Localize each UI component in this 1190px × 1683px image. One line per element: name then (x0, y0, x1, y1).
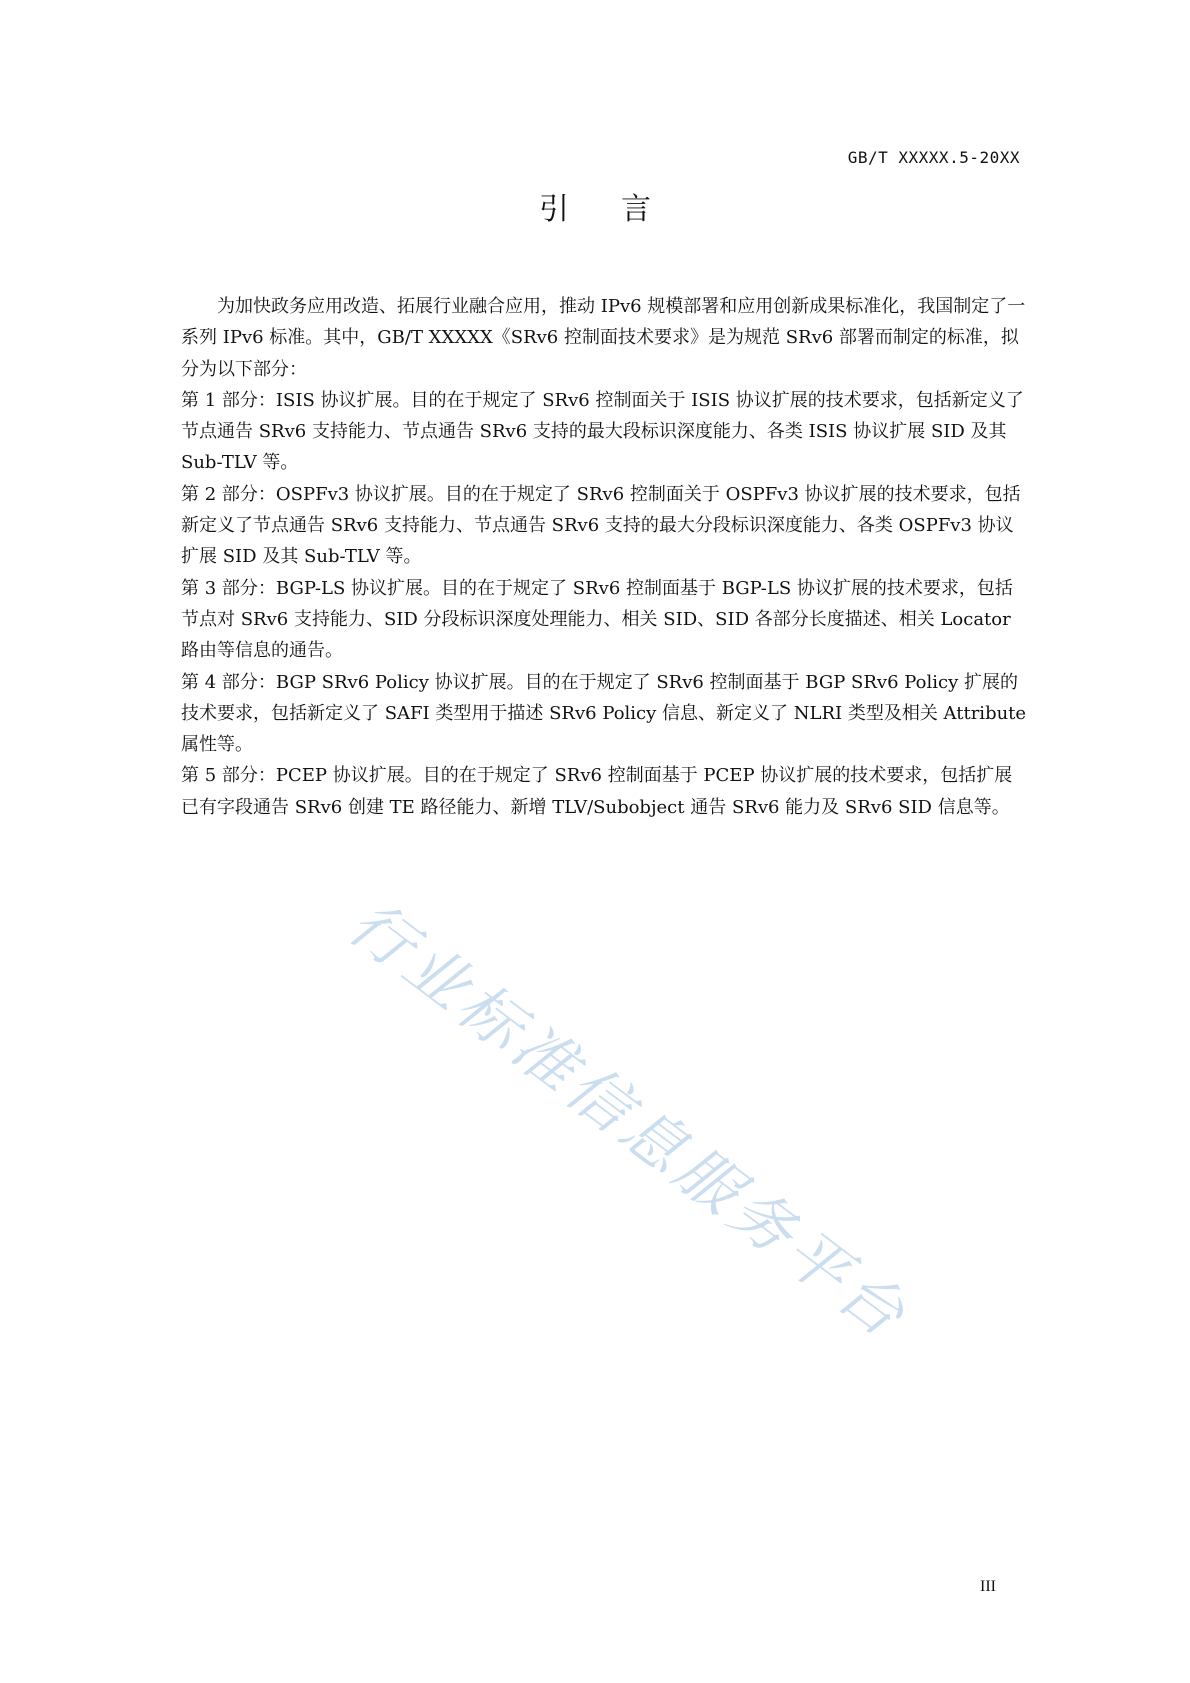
part-1-paragraph: 第 1 部分：ISIS 协议扩展。目的在于规定了 SRv6 控制面关于 ISIS 协议扩展的技术要求，包括新定义了节点通告 SRv6 支持能力、节点通告 SRv6 支持的最大段标识深度能力、各类 ISIS 协议扩展 SID 及其 Sub-TLV 等。 (181, 389, 1024, 474)
watermark-text: 行业标准信息服务平台 (335, 886, 923, 1354)
part-3-paragraph: 第 3 部分：BGP-LS 协议扩展。目的在于规定了 SRv6 控制面基于 BGP-LS 协议扩展的技术要求，包括节点对 SRv6 支持能力、SID 分段标识深度处理能力、相关 SID、SID 各部分长度描述、相关 Locator 路由等信息的通告。 (181, 577, 1013, 662)
part-2-paragraph: 第 2 部分：OSPFv3 协议扩展。目的在于规定了 SRv6 控制面关于 OSPFv3 协议扩展的技术要求，包括新定义了节点通告 SRv6 支持能力、节点通告 SRv6 支持的最大分段标识深度能力、各类 OSPFv3 协议扩展 SID 及其 Sub-TLV 等。 (181, 483, 1021, 568)
intro-paragraph: 为加快政务应用改造、拓展行业融合应用，推动 IPv6 规模部署和应用创新成果标准化，我国制定了一系列 IPv6 标准。其中，GB/T XXXXX《SRv6 控制面技术要求》是为规范 SRv6 部署而制定的标准，拟分为以下部分： (181, 296, 1026, 380)
introduction-body (181, 291, 1027, 823)
page-title: 引言 (539, 192, 703, 227)
document-code: GB/T XXXXX.5-20XX (847, 148, 1020, 167)
part-4-paragraph: 第 4 部分：BGP SRv6 Policy 协议扩展。目的在于规定了 SRv6 控制面基于 BGP SRv6 Policy 扩展的技术要求，包括新定义了 SAFI 类型用于描述 SRv6 Policy 信息、新定义了 NLRI 类型及相关 Attribute 属性等。 (181, 671, 1027, 756)
part-5-paragraph: 第 5 部分：PCEP 协议扩展。目的在于规定了 SRv6 控制面基于 PCEP 协议扩展的技术要求，包括扩展已有字段通告 SRv6 创建 TE 路径能力、新增 TLV/Subobject 通告 SRv6 能力及 SRv6 SID 信息等。 (181, 765, 1013, 818)
page-number: III (980, 1578, 996, 1595)
